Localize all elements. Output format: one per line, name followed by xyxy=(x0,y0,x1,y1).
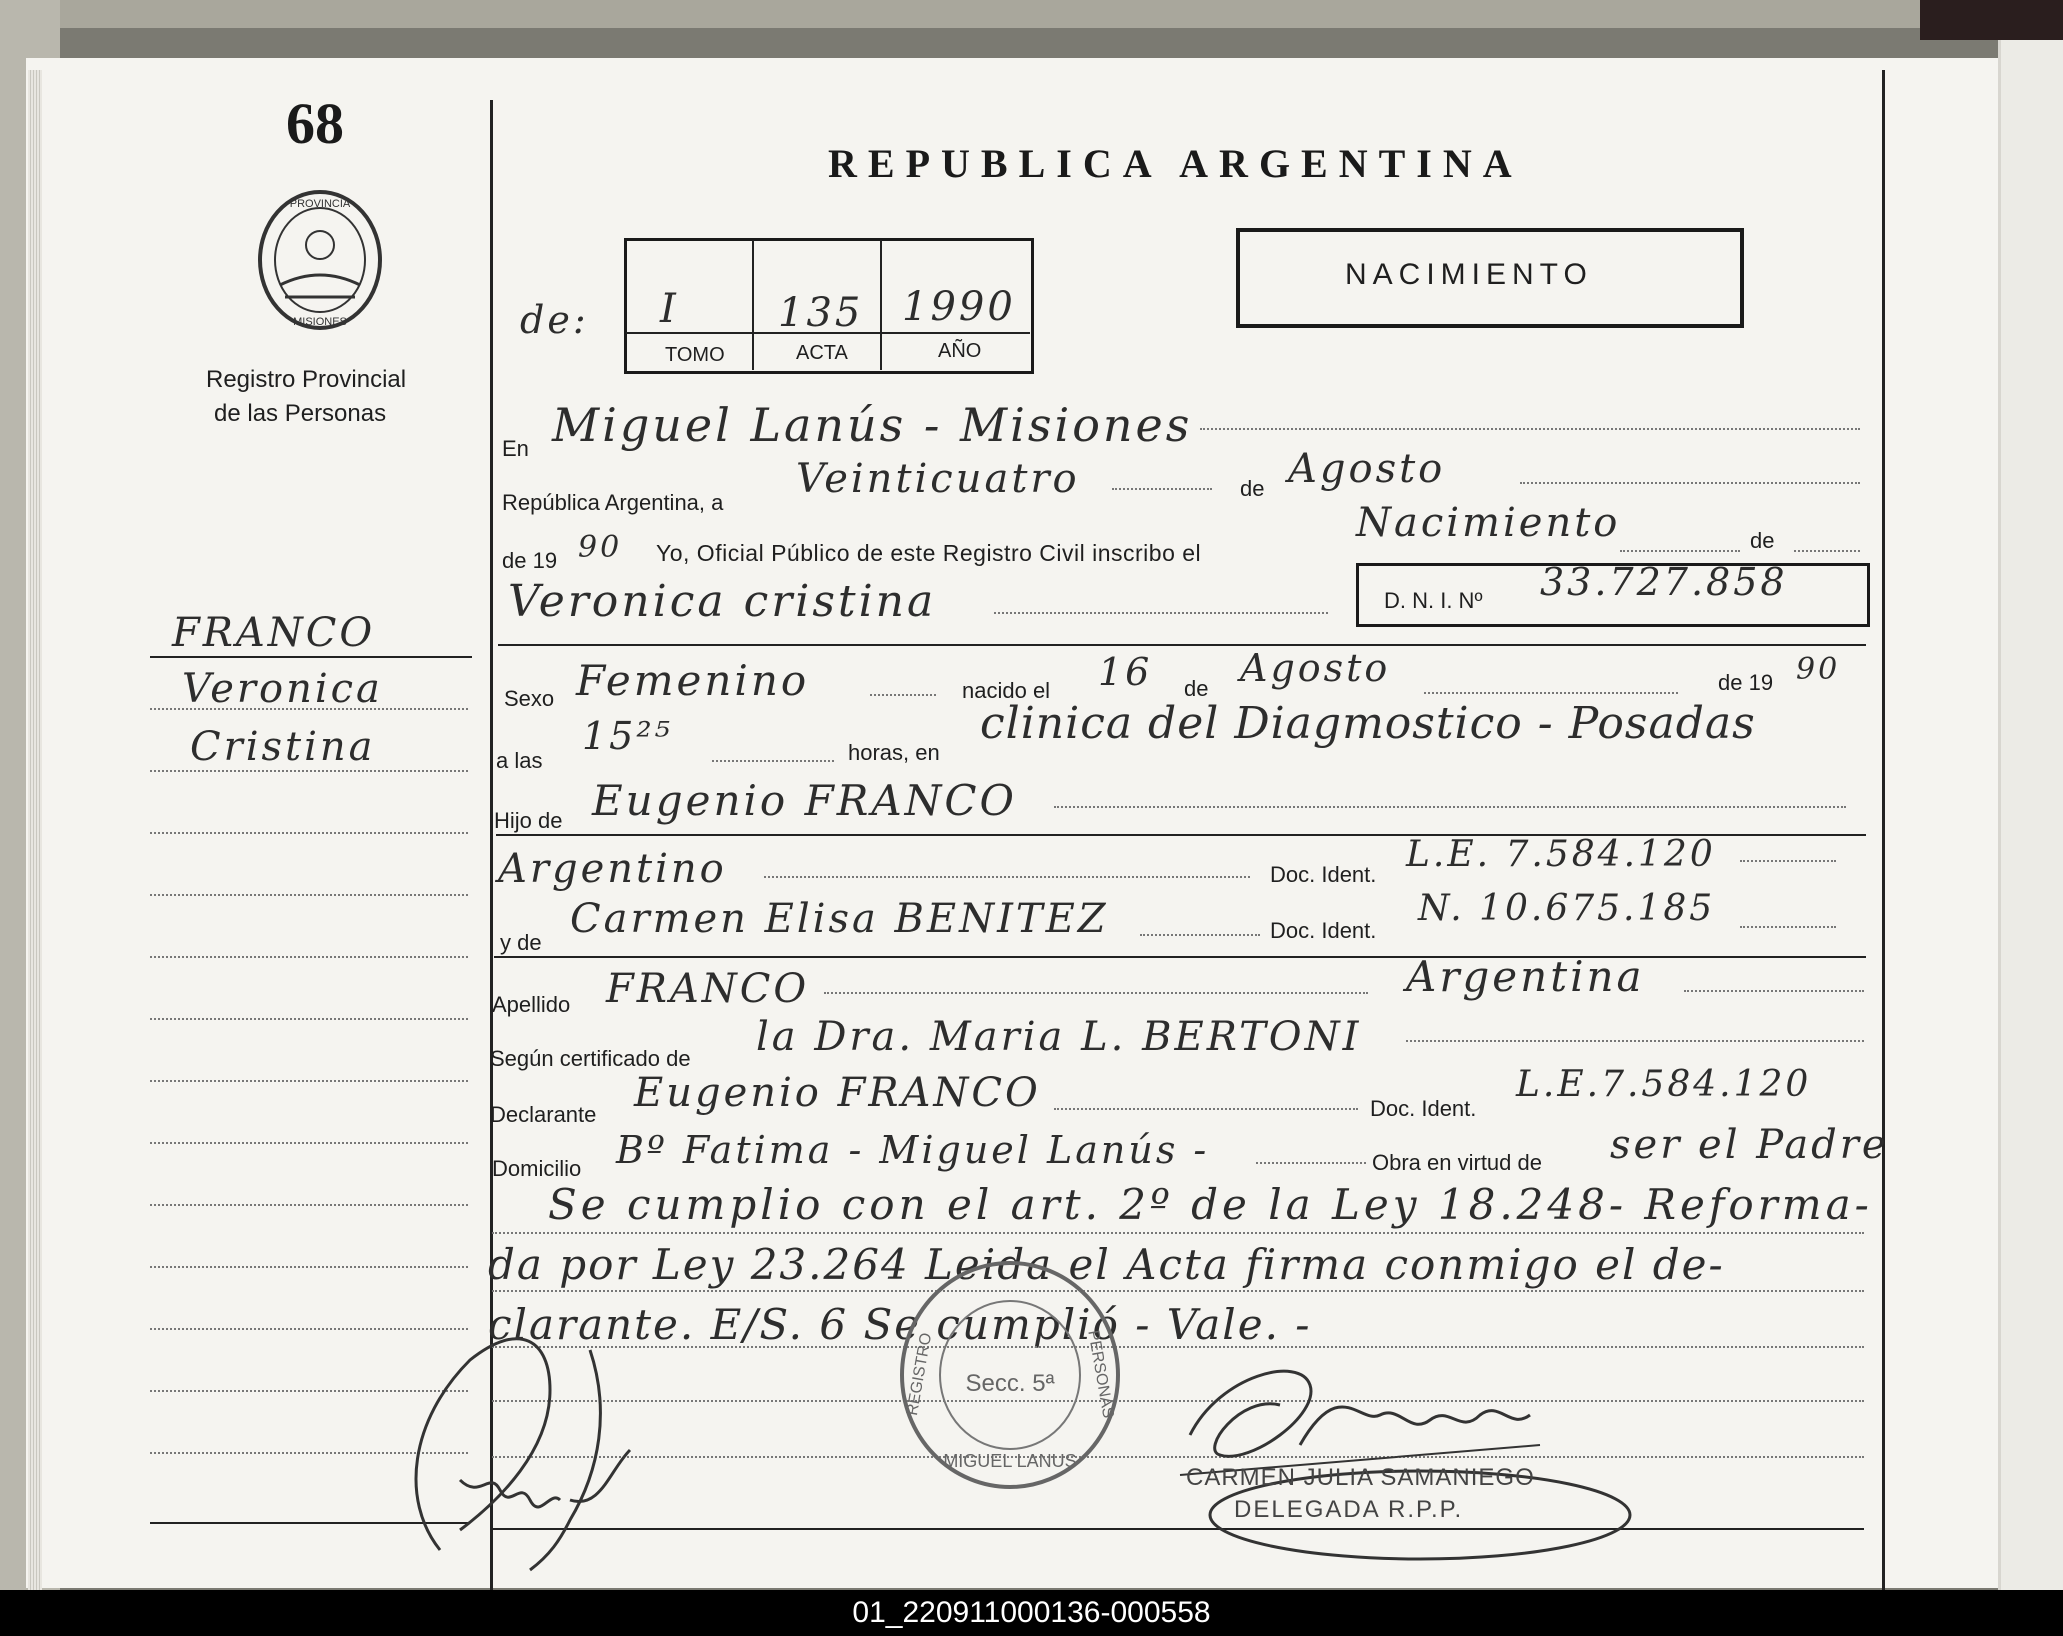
margin-surname-rule xyxy=(150,656,472,658)
margin-surname: FRANCO xyxy=(172,610,376,656)
line-madre xyxy=(1140,934,1260,936)
value-declarante: Eugenio FRANCO xyxy=(634,1070,1041,1116)
page-number: 68 xyxy=(286,91,344,156)
label-nacido-el: nacido el xyxy=(962,678,1051,703)
line-nac-padre xyxy=(764,876,1250,878)
label-y-de: y de xyxy=(500,930,542,955)
official-title: DELEGADA R.P.P. xyxy=(1234,1496,1464,1523)
margin-line xyxy=(150,1142,468,1144)
label-dni: D. N. I. Nº xyxy=(1384,588,1483,613)
value-anio-nac: 90 xyxy=(1796,652,1841,687)
note-line-1: Se cumplio con el art. 2º de la Ley 18.248- Reforma- xyxy=(548,1180,1873,1229)
stamp-left: REGISTRO xyxy=(903,1331,936,1417)
label-en: En xyxy=(502,436,529,461)
line-declarante xyxy=(1054,1108,1358,1110)
margin-first-name: Veronica xyxy=(182,666,383,712)
line-lugar xyxy=(1200,428,1860,430)
margin-line xyxy=(150,1018,468,1020)
line-de-right xyxy=(1794,550,1860,552)
value-padre: Eugenio FRANCO xyxy=(592,776,1017,825)
seal-bottom-text: MISIONES xyxy=(293,316,347,328)
value-dni: 33.727.858 xyxy=(1540,560,1788,604)
label-yo: Yo, Oficial Público de este Registro Civil inscribo el xyxy=(656,540,1202,566)
label-domicilio: Domicilio xyxy=(492,1156,582,1181)
label-de-mes: de xyxy=(1240,476,1265,501)
ref-de-label: de: xyxy=(520,298,589,342)
record-type: NACIMIENTO xyxy=(1345,258,1593,291)
margin-line xyxy=(150,708,468,710)
margin-line xyxy=(150,1266,468,1268)
label-sexo: Sexo xyxy=(504,686,555,711)
value-certificado: la Dra. Maria L. BERTONI xyxy=(756,1014,1362,1060)
country-title: REPUBLICA ARGENTINA xyxy=(828,141,1523,186)
label-de19-b: de 19 xyxy=(1718,670,1774,695)
value-apellido: FRANCO xyxy=(606,966,810,1012)
margin-line xyxy=(150,956,468,958)
ano-value: 1990 xyxy=(902,284,1016,330)
note-line-2: da por Ley 23.264 Leida el Acta firma conmigo el de- xyxy=(488,1240,1725,1289)
line-acto xyxy=(1620,550,1740,552)
margin-line xyxy=(150,1080,468,1082)
seal-top-text: PROVINCIA xyxy=(289,198,351,210)
page-stack-edge xyxy=(28,70,42,1590)
section-rule-3 xyxy=(494,956,1866,958)
line-nombre xyxy=(994,612,1328,614)
office-line-1: Registro Provincial xyxy=(206,366,407,393)
note-rule-1 xyxy=(492,1232,1864,1234)
value-dia-inscripcion: Veinticuatro xyxy=(796,456,1080,502)
value-obra: ser el Padre xyxy=(1610,1122,1889,1168)
label-de-right: de xyxy=(1750,528,1775,553)
line-padre xyxy=(1054,806,1846,808)
stamp-section: Secc. 5ª xyxy=(965,1370,1055,1397)
label-a-las: a las xyxy=(496,748,543,773)
misiones-seal-icon xyxy=(250,185,390,335)
line-mes-nac xyxy=(1424,692,1678,694)
value-sexo: Femenino xyxy=(576,656,810,705)
value-acto: Nacimiento xyxy=(1356,500,1621,546)
line-dia xyxy=(1112,488,1212,490)
label-doc-ident-1: Doc. Ident. xyxy=(1270,862,1377,887)
background-corner xyxy=(1920,0,2063,40)
line-hora xyxy=(712,760,834,762)
label-apellido: Apellido xyxy=(492,992,571,1017)
stamp-bottom: MIGUEL LANUS xyxy=(943,1451,1077,1471)
value-doc-declarante: L.E.7.584.120 xyxy=(1516,1064,1812,1105)
ano-label: AÑO xyxy=(938,340,982,362)
value-nacionalidad: Argentina xyxy=(1406,952,1645,1001)
label-obra: Obra en virtud de xyxy=(1372,1150,1542,1175)
label-de-month: de xyxy=(1184,676,1209,701)
label-republica: República Argentina, a xyxy=(502,490,724,515)
acta-label: ACTA xyxy=(796,342,848,364)
value-madre: Carmen Elisa BENITEZ xyxy=(570,896,1109,942)
note-line-3: clarante. E/S. 6 Se cumplió - Vale. - xyxy=(488,1300,1312,1349)
margin-second-name: Cristina xyxy=(190,724,376,770)
margin-line xyxy=(150,894,468,896)
value-hora: 15²⁵ xyxy=(582,714,673,758)
line-doc-madre xyxy=(1740,926,1836,928)
margin-line xyxy=(150,770,468,772)
label-hijo-de: Hijo de xyxy=(494,808,563,833)
value-doc-padre: L.E. 7.584.120 xyxy=(1406,834,1716,875)
tomo-label: TOMO xyxy=(665,344,725,366)
value-dia-nac: 16 xyxy=(1098,650,1153,694)
stamp-right: PERSONAS xyxy=(1084,1328,1117,1420)
image-caption: 01_220911000136-000558 xyxy=(0,1590,2063,1636)
next-page xyxy=(1998,40,2063,1590)
right-border xyxy=(1882,70,1885,1590)
office-line-2: de las Personas xyxy=(214,400,387,427)
line-certificado xyxy=(1406,1040,1864,1042)
line-apellido xyxy=(824,992,1368,994)
line-mes xyxy=(1520,482,1860,484)
line-nacionalidad xyxy=(1684,990,1864,992)
ref-divider-2 xyxy=(880,240,882,370)
value-doc-madre: N. 10.675.185 xyxy=(1418,888,1716,929)
note-rule-2 xyxy=(492,1290,1864,1292)
value-anio-inscripcion: 90 xyxy=(578,530,623,565)
label-declarante: Declarante xyxy=(490,1102,597,1127)
label-doc-ident-3: Doc. Ident. xyxy=(1370,1096,1477,1121)
line-domicilio xyxy=(1256,1162,1366,1164)
acta-value: 135 xyxy=(778,290,864,336)
label-segun: Según certificado de xyxy=(490,1046,691,1071)
margin-line xyxy=(150,1204,468,1206)
ref-divider-1 xyxy=(752,240,754,370)
official-signature xyxy=(1160,1355,1640,1565)
label-doc-ident-2: Doc. Ident. xyxy=(1270,918,1377,943)
value-domicilio: Bº Fatima - Miguel Lanús - xyxy=(616,1128,1210,1172)
value-nacionalidad-padre: Argentino xyxy=(498,846,727,892)
label-de19: de 19 xyxy=(502,548,558,573)
value-lugar: Miguel Lanús - Misiones xyxy=(552,398,1193,452)
value-mes-inscripcion: Agosto xyxy=(1288,446,1446,492)
section-rule-1 xyxy=(498,644,1866,646)
value-lugar-nac: clinica del Diagmostico - Posadas xyxy=(980,698,1756,749)
declarant-signature xyxy=(400,1300,720,1590)
label-horas-en: horas, en xyxy=(848,740,940,765)
margin-line xyxy=(150,832,468,834)
line-sexo xyxy=(870,694,936,696)
line-doc-padre xyxy=(1740,860,1836,862)
registry-stamp-icon xyxy=(890,1255,1130,1495)
tomo-value: I xyxy=(660,286,679,332)
value-mes-nac: Agosto xyxy=(1240,646,1391,690)
official-name: CARMEN JULIA SAMANIEGO xyxy=(1186,1464,1535,1491)
book-cover-top xyxy=(0,0,1920,28)
value-nombre: Veronica cristina xyxy=(508,576,937,627)
